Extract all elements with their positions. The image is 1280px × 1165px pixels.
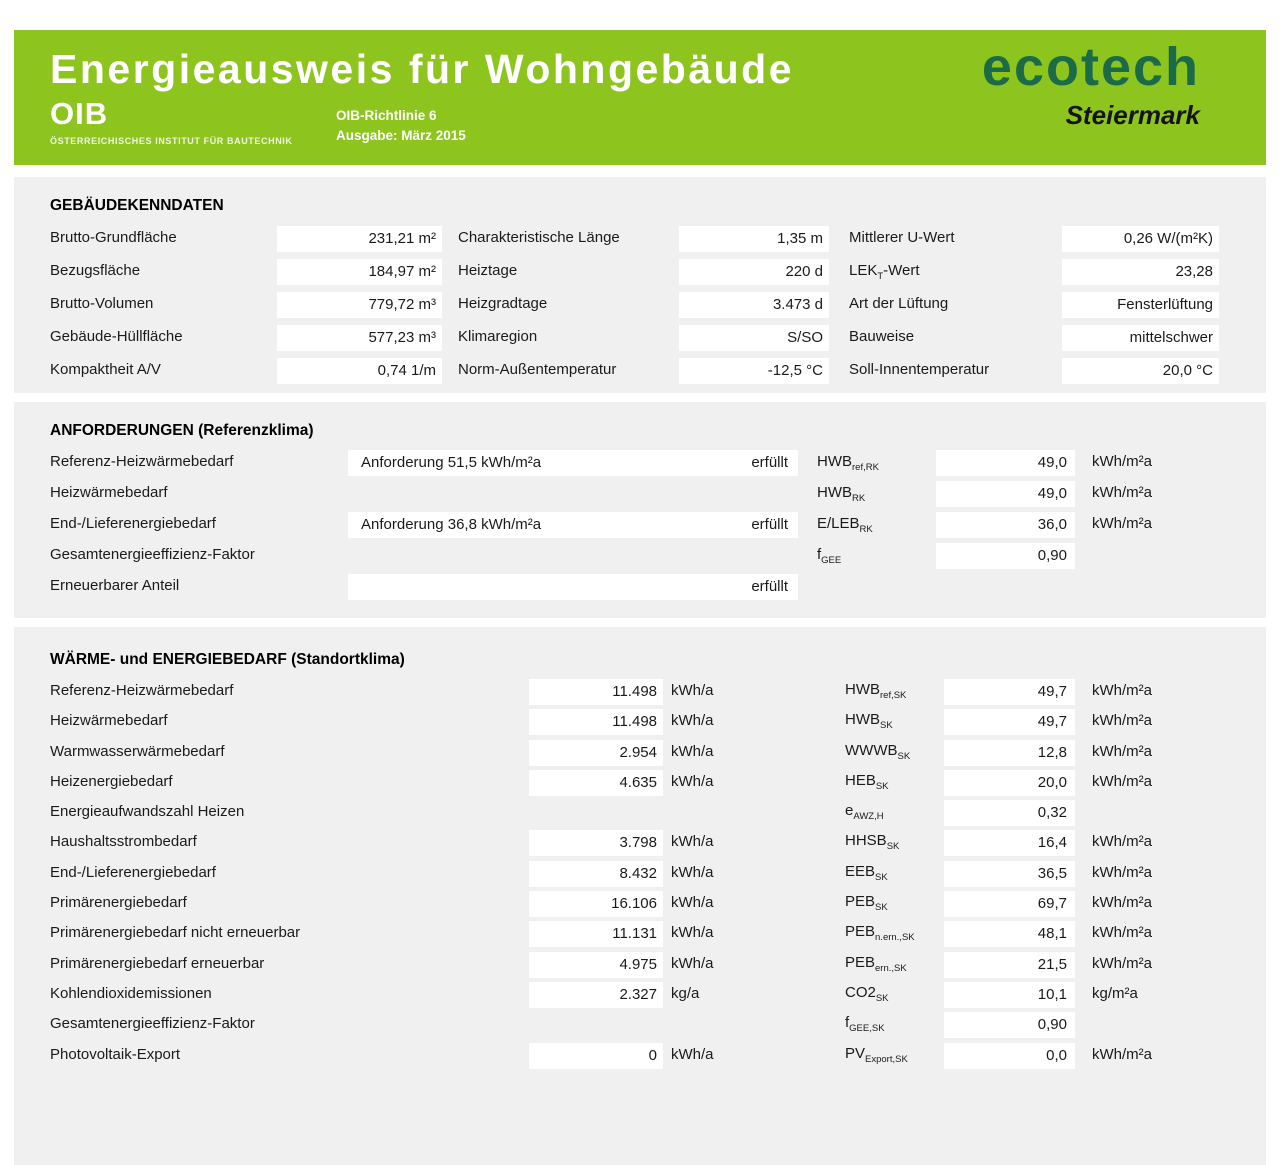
demand-rows — [14, 677, 1266, 1071]
symbol-subscript: RK — [852, 493, 866, 504]
value-box: 231,21 m² — [277, 226, 442, 252]
unit-label: kWh/m²a — [1092, 712, 1152, 730]
symbol-subscript: SK — [897, 750, 911, 762]
field-label: Gesamtenergieeffizienz-Faktor — [50, 546, 255, 563]
field-label: Heiztage — [458, 262, 518, 279]
field-label: Heizwärmebedarf — [50, 484, 168, 501]
value-box: 12,8 — [944, 740, 1075, 766]
requirement-text: Anforderung 51,5 kWh/m²a — [361, 454, 542, 471]
unit-label: kg/m²a — [1092, 984, 1138, 1002]
unit-label: kWh/a — [671, 712, 714, 730]
symbol-base: CO2 — [845, 983, 876, 1001]
symbol-label — [845, 923, 915, 943]
field-label: Primärenergiebedarf nicht erneuerbar — [50, 924, 301, 942]
field-label: Erneuerbarer Anteil — [50, 577, 180, 594]
unit-label: kg/a — [671, 984, 700, 1002]
table-row — [14, 479, 1266, 510]
symbol-subscript: GEE,SK — [849, 1023, 885, 1035]
symbol-base: HWB — [845, 681, 880, 698]
value-box: 36,5 — [944, 861, 1075, 887]
field-label: Photovoltaik-Export — [50, 1045, 181, 1063]
field-label: Warmwasserwärmebedarf — [50, 742, 225, 760]
symbol-base: e — [845, 802, 854, 820]
ecotech-region-label: Steiermark — [1065, 100, 1200, 130]
field-label: Charakteristische Länge — [458, 229, 620, 246]
symbol-base: HWB — [845, 711, 880, 729]
value-box: 48,1 — [944, 921, 1075, 947]
value-box: 3.473 d — [679, 292, 829, 318]
value-box: 0 — [529, 1043, 663, 1069]
field-label: Mittlerer U-Wert — [849, 229, 955, 246]
field-label: Brutto-Grundfläche — [50, 229, 177, 246]
symbol-label — [845, 984, 889, 1004]
value-box: 23,28 — [1062, 259, 1219, 285]
table-row — [14, 323, 1266, 356]
symbol-label — [817, 453, 879, 473]
section-heading-building-data: GEBÄUDEKENNDATEN — [50, 197, 224, 214]
requirements-rows — [14, 448, 1266, 603]
table-row — [14, 290, 1266, 323]
symbol-label — [845, 1045, 908, 1065]
field-label: Heizgradtage — [458, 295, 548, 312]
unit-label: kWh/m²a — [1092, 863, 1152, 881]
table-row — [14, 738, 1266, 768]
symbol-base: E/LEB — [817, 515, 860, 532]
table-row — [14, 572, 1266, 603]
unit-label: kWh/a — [671, 682, 714, 699]
value-box: 49,7 — [944, 709, 1075, 735]
field-label: Haushaltsstrombedarf — [50, 833, 197, 851]
label-text: -Wert — [883, 262, 920, 279]
field-label: Referenz-Heizwärmebedarf — [50, 453, 234, 470]
symbol-label — [845, 711, 893, 731]
table-row — [14, 257, 1266, 290]
table-row — [14, 541, 1266, 572]
field-label: Brutto-Volumen — [50, 295, 154, 312]
symbol-label — [845, 1014, 885, 1034]
field-label: Gebäude-Hüllfläche — [50, 328, 183, 345]
table-row — [14, 798, 1266, 828]
value-box: S/SO — [679, 325, 829, 351]
table-row — [14, 224, 1266, 257]
symbol-label — [817, 515, 873, 535]
building-data-rows — [14, 224, 1266, 389]
directive-line2: Ausgabe: März 2015 — [336, 128, 466, 143]
value-box: -12,5 °C — [679, 358, 829, 384]
unit-label: kWh/m²a — [1092, 453, 1152, 470]
value-box: 20,0 — [944, 770, 1075, 796]
value-box: 49,7 — [944, 679, 1075, 705]
field-label: Kompaktheit A/V — [50, 361, 161, 378]
value-box: 0,90 — [944, 1012, 1075, 1038]
unit-label: kWh/a — [671, 772, 714, 790]
value-box: 20,0 °C — [1062, 358, 1219, 384]
label-subscript: T — [877, 271, 884, 282]
table-row — [14, 950, 1266, 980]
value-box: 0,32 — [944, 800, 1075, 826]
field-label: Energieaufwandszahl Heizen — [50, 803, 245, 821]
status-text: erfüllt — [751, 454, 788, 471]
field-label: Primärenergiebedarf — [50, 894, 187, 912]
table-row — [14, 889, 1266, 919]
symbol-base: PV — [845, 1044, 866, 1062]
unit-label: kWh/m²a — [1092, 772, 1152, 790]
table-row — [14, 1041, 1266, 1071]
symbol-label — [845, 893, 888, 913]
symbol-subscript: Export,SK — [865, 1053, 908, 1065]
symbol-label — [845, 681, 906, 701]
symbol-label — [845, 863, 888, 883]
page-title: Energieausweis für Wohngebäude — [50, 46, 795, 92]
field-label: Bauweise — [849, 328, 915, 345]
symbol-base: f — [817, 546, 822, 563]
unit-label: kWh/a — [671, 833, 714, 851]
field-label: Primärenergiebedarf erneuerbar — [50, 954, 265, 972]
table-row — [14, 1010, 1266, 1040]
table-row — [14, 768, 1266, 798]
symbol-label — [845, 802, 884, 822]
field-label: Heizwärmebedarf — [50, 712, 168, 730]
symbol-subscript: ref,RK — [852, 462, 879, 473]
value-box: 0,26 W/(m²K) — [1062, 226, 1219, 252]
value-box: 16.106 — [529, 891, 663, 917]
section-building-data — [14, 177, 1266, 393]
value-box: 0,74 1/m — [277, 358, 442, 384]
value-box: 11.131 — [529, 921, 663, 947]
table-row — [14, 356, 1266, 389]
value-box: 184,97 m² — [277, 259, 442, 285]
symbol-label — [845, 832, 899, 852]
value-box: 21,5 — [944, 952, 1075, 978]
symbol-subscript: SK — [875, 780, 889, 792]
field-label: Soll-Innentemperatur — [849, 361, 990, 378]
symbol-base: PEB — [845, 923, 876, 941]
requirement-box — [348, 574, 798, 600]
symbol-label — [817, 484, 865, 504]
symbol-subscript: SK — [875, 871, 888, 883]
value-box: 0,0 — [944, 1043, 1075, 1069]
field-label: End-/Lieferenergiebedarf — [50, 863, 216, 881]
directive-line1: OIB-Richtlinie 6 — [336, 108, 437, 123]
value-box: Fensterlüftung — [1062, 292, 1219, 318]
symbol-subscript: RK — [859, 524, 873, 535]
directive-info — [336, 106, 466, 146]
value-box: 10,1 — [944, 982, 1075, 1008]
symbol-subscript: SK — [880, 720, 893, 732]
symbol-subscript: n.ern.,SK — [875, 932, 915, 944]
unit-label: kWh/m²a — [1092, 515, 1152, 532]
field-label: End-/Lieferenergiebedarf — [50, 515, 216, 532]
value-box: 220 d — [679, 259, 829, 285]
value-box: 16,4 — [944, 830, 1075, 856]
value-box: 1,35 m — [679, 226, 829, 252]
value-box: 4.635 — [529, 770, 663, 796]
symbol-label — [845, 742, 910, 762]
symbol-subscript: GEE — [821, 555, 842, 566]
symbol-subscript: AWZ,H — [853, 811, 884, 823]
field-label: Heizenergiebedarf — [50, 772, 173, 790]
symbol-subscript: SK — [875, 992, 889, 1004]
symbol-base: HEB — [845, 771, 876, 789]
value-box: 2.327 — [529, 982, 663, 1008]
unit-label: kWh/m²a — [1092, 682, 1152, 699]
value-box: 0,90 — [936, 543, 1075, 569]
value-box: 779,72 m³ — [277, 292, 442, 318]
symbol-subscript: SK — [886, 841, 900, 853]
value-box: 49,0 — [936, 450, 1075, 476]
symbol-base: PEB — [845, 893, 876, 911]
table-row — [14, 919, 1266, 949]
symbol-base: HWB — [817, 484, 852, 501]
unit-label: kWh/a — [671, 954, 714, 972]
unit-label: kWh/m²a — [1092, 894, 1152, 912]
status-text: erfüllt — [751, 516, 788, 533]
unit-label: kWh/m²a — [1092, 833, 1152, 851]
table-row — [14, 677, 1266, 707]
unit-label: kWh/a — [671, 863, 714, 881]
field-label: Art der Lüftung — [849, 295, 949, 312]
field-label: Bezugsfläche — [50, 262, 141, 279]
symbol-subscript: SK — [875, 902, 888, 914]
requirement-text: Anforderung 36,8 kWh/m²a — [361, 516, 542, 533]
oib-logo: OIB — [50, 96, 109, 131]
symbol-base: PEB — [845, 953, 876, 971]
label-text: LEK — [849, 262, 878, 279]
field-label: Referenz-Heizwärmebedarf — [50, 682, 234, 699]
symbol-base: f — [845, 1014, 850, 1032]
ecotech-logo: ecotech — [981, 37, 1200, 97]
unit-label: kWh/m²a — [1092, 742, 1152, 760]
symbol-label — [817, 546, 841, 566]
value-box: mittelschwer — [1062, 325, 1219, 351]
field-label: Klimaregion — [458, 328, 538, 345]
section-heat-energy-demand — [14, 627, 1266, 1165]
value-box: 2.954 — [529, 740, 663, 766]
symbol-label — [845, 954, 907, 974]
symbol-label — [845, 772, 889, 792]
requirement-box — [348, 450, 798, 476]
oib-subtitle: ÖSTERREICHISCHES INSTITUT FÜR BAUTECHNIK — [50, 136, 293, 146]
value-box: 49,0 — [936, 481, 1075, 507]
value-box: 8.432 — [529, 861, 663, 887]
header-band — [14, 30, 1266, 165]
section-requirements — [14, 402, 1266, 618]
section-heading-requirements: ANFORDERUNGEN (Referenzklima) — [50, 422, 314, 439]
table-row — [14, 828, 1266, 858]
field-label: Norm-Außentemperatur — [458, 361, 617, 378]
unit-label: kWh/m²a — [1092, 924, 1152, 942]
unit-label: kWh/a — [671, 894, 714, 912]
unit-label: kWh/a — [671, 924, 714, 942]
unit-label: kWh/m²a — [1092, 954, 1152, 972]
value-box: 3.798 — [529, 830, 663, 856]
value-box: 11.498 — [529, 679, 663, 705]
table-row — [14, 980, 1266, 1010]
value-box: 11.498 — [529, 709, 663, 735]
symbol-base: WWWB — [845, 741, 898, 759]
symbol-base: EEB — [845, 862, 876, 880]
value-box: 4.975 — [529, 952, 663, 978]
value-box: 36,0 — [936, 512, 1075, 538]
value-box: 577,23 m³ — [277, 325, 442, 351]
table-row — [14, 448, 1266, 479]
unit-label: kWh/a — [671, 1045, 714, 1063]
symbol-subscript: ern.,SK — [875, 962, 907, 974]
requirement-box — [348, 512, 798, 538]
field-label: Gesamtenergieeffizienz-Faktor — [50, 1015, 255, 1033]
symbol-base: HWB — [817, 453, 852, 470]
value-box: 69,7 — [944, 891, 1075, 917]
symbol-base: HHSB — [845, 832, 887, 850]
table-row — [14, 859, 1266, 889]
field-label: Kohlendioxidemissionen — [50, 984, 212, 1002]
status-text: erfüllt — [751, 578, 788, 595]
table-row — [14, 707, 1266, 737]
symbol-subscript: ref,SK — [880, 690, 907, 701]
section-heading-heat-energy-demand: WÄRME- und ENERGIEBEDARF (Standortklima) — [50, 651, 405, 668]
unit-label: kWh/a — [671, 742, 714, 760]
unit-label: kWh/m²a — [1092, 484, 1152, 501]
unit-label: kWh/m²a — [1092, 1045, 1152, 1063]
field-label — [849, 262, 920, 282]
table-row — [14, 510, 1266, 541]
